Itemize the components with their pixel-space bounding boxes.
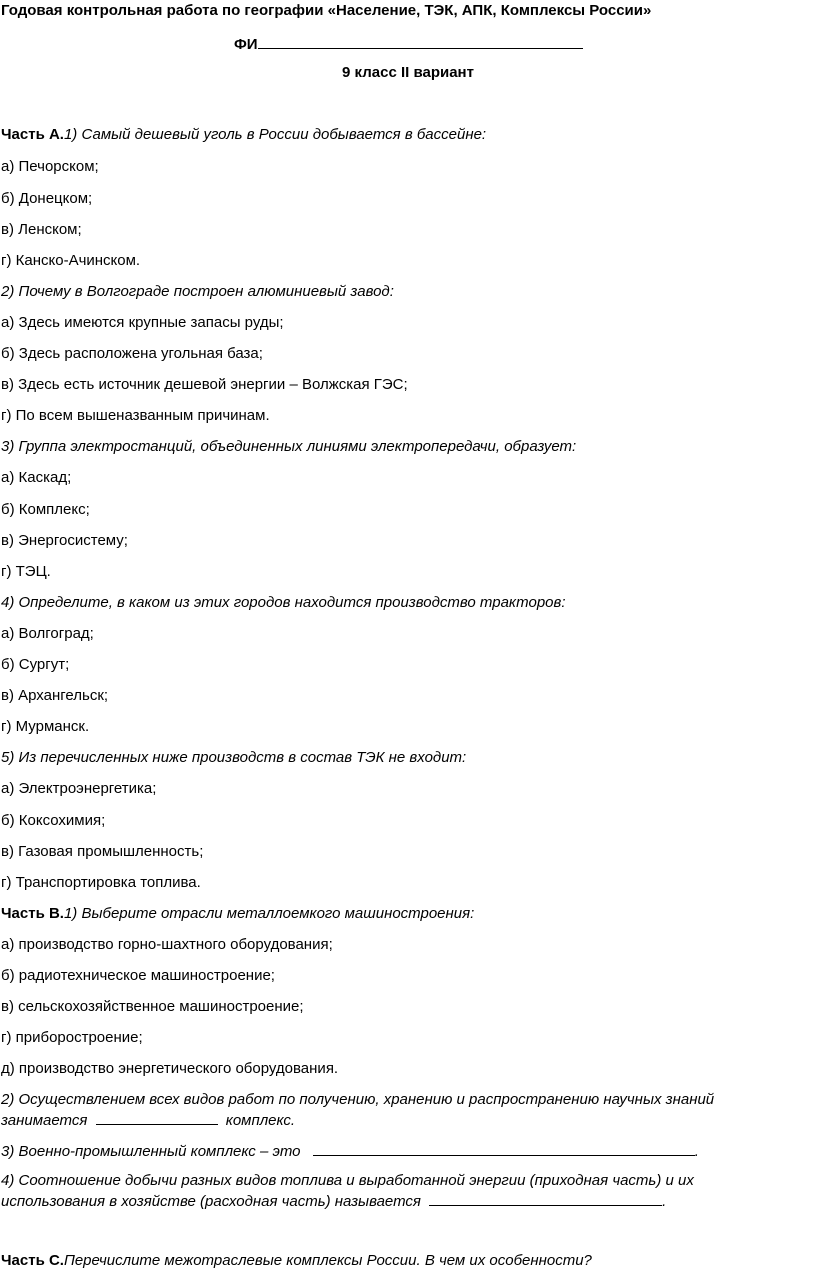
answer-blank[interactable]: [313, 1141, 695, 1156]
question-text: .: [662, 1193, 667, 1210]
option: г) По всем вышеназванным причинам.: [1, 407, 270, 424]
option: г) приборостроение;: [1, 1029, 143, 1046]
option: б) Здесь расположена угольная база;: [1, 345, 263, 362]
question-text: использования в хозяйстве (расходная часть) называется: [1, 1193, 421, 1210]
partA-label: Часть А.: [1, 126, 64, 143]
answer-blank[interactable]: [96, 1110, 218, 1125]
option: г) Транспортировка топлива.: [1, 874, 201, 891]
option: б) радиотехническое машиностроение;: [1, 967, 275, 984]
fi-label: ФИ: [234, 36, 258, 53]
question-text: 1) Выберите отрасли металлоемкого машиностроения:: [63, 905, 475, 922]
question-text: 2) Почему в Волгограде построен алюминиевый завод:: [1, 283, 394, 300]
option: а) Электроэнергетика;: [1, 780, 157, 797]
option: в) Ленском;: [1, 221, 82, 238]
question-text: комплекс.: [225, 1112, 296, 1129]
option: в) Здесь есть источник дешевой энергии – Волжская ГЭС;: [1, 376, 408, 393]
fi-line: [234, 34, 583, 54]
partB-q4-line2: [1, 1191, 666, 1211]
option: а) производство горно-шахтного оборудования;: [1, 936, 333, 953]
partA-q1: [1, 126, 486, 144]
partC: [1, 1252, 592, 1270]
question-text: 5) Из перечисленных ниже производств в состав ТЭК не входит:: [1, 749, 467, 766]
question-text: 4) Соотношение добычи разных видов топлива и выработанной энергии (приходная часть) и их: [1, 1172, 694, 1189]
option: в) Энергосистему;: [1, 532, 128, 549]
fi-blank[interactable]: [258, 34, 583, 49]
option: а) Здесь имеются крупные запасы руды;: [1, 314, 284, 331]
option: б) Сургут;: [1, 656, 70, 673]
option: г) Мурманск.: [1, 718, 90, 735]
partC-label: Часть С.: [1, 1252, 64, 1269]
option: а) Каскад;: [1, 469, 72, 486]
question-text: 3) Военно-промышленный комплекс – это: [1, 1143, 301, 1160]
option: б) Комплекс;: [1, 501, 90, 518]
question-text: 1) Самый дешевый уголь в России добывается в бассейне:: [63, 126, 487, 143]
option: д) производство энергетического оборудования.: [1, 1060, 339, 1077]
option: г) ТЭЦ.: [1, 563, 51, 580]
question-text: занимается: [1, 1112, 88, 1129]
question-text: 4) Определите, в каком из этих городов находится производство тракторов:: [1, 594, 566, 611]
option: в) Газовая промышленность;: [1, 843, 204, 860]
option: в) Архангельск;: [1, 687, 109, 704]
question-text: 3) Группа электростанций, объединенных линиями электропередачи, образует:: [1, 438, 577, 455]
option: в) сельскохозяйственное машиностроение;: [1, 998, 304, 1015]
option: а) Волгоград;: [1, 625, 94, 642]
option: б) Коксохимия;: [1, 812, 106, 829]
question-text: Перечислите межотраслевые комплексы России. В чем их особенности?: [63, 1252, 592, 1269]
option: а) Печорском;: [1, 158, 99, 175]
answer-blank[interactable]: [429, 1191, 662, 1206]
partB-q3: [1, 1141, 699, 1161]
partB-label: Часть В.: [1, 905, 64, 922]
page-title: Годовая контрольная работа по географии «Население, ТЭК, АПК, Комплексы России»: [1, 2, 652, 19]
partB-q1: [1, 905, 474, 923]
question-text: .: [694, 1143, 699, 1160]
partB-q2-line2: [1, 1110, 295, 1130]
option: б) Донецком;: [1, 190, 93, 207]
variant-label: 9 класс II вариант: [342, 64, 474, 81]
option: г) Канско-Ачинском.: [1, 252, 141, 269]
question-text: 2) Осуществлением всех видов работ по получению, хранению и распространению научных знаний: [1, 1091, 715, 1108]
